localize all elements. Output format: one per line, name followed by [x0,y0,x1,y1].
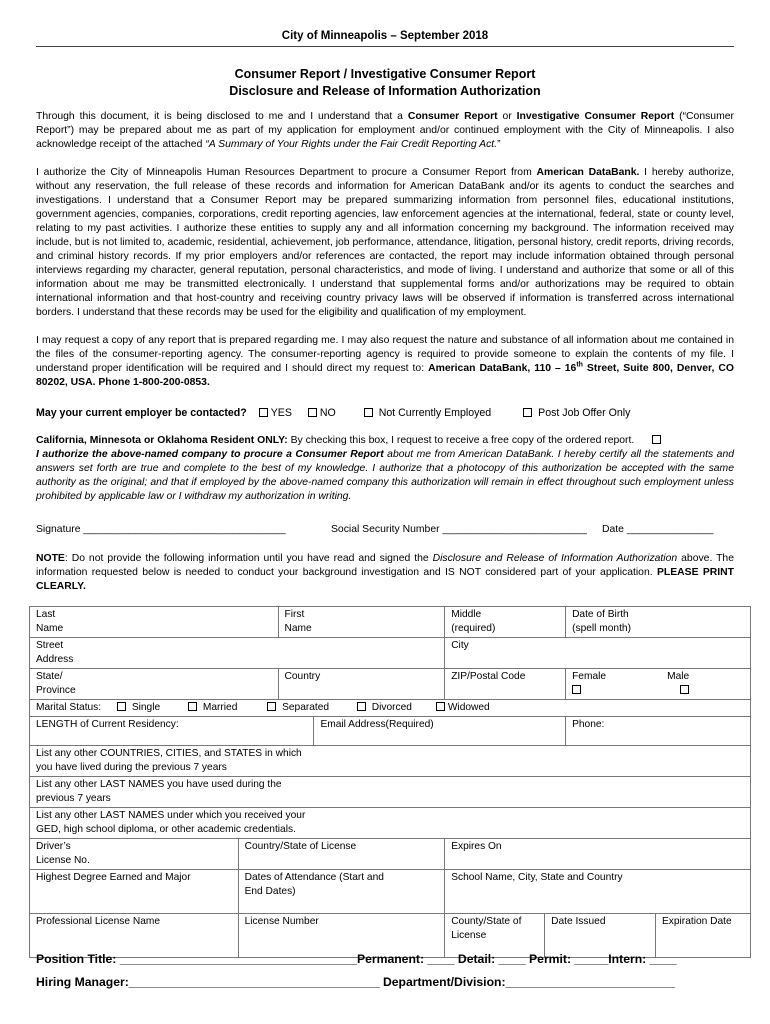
drivers-license-cell[interactable]: Driver’s License No. [30,839,239,870]
single-option[interactable]: Single [114,702,160,713]
p3-text: I may request a copy of any report that is prepared regarding me. I may also request the nature and substance of all information about me contained in the files of the consumer-reporting agency. The consumer-reporting agency is required to provide someone to explain the contents of my file. I understand proper identification will be required and I should direct my request to: [36,335,734,374]
table-row [30,839,751,870]
p2-text: I authorize the City of Minneapolis Human Resources Department to procure a Consumer Report from [36,167,537,178]
gender-cell [566,669,751,700]
header-rule [36,46,734,47]
country-cell[interactable]: Country [278,669,445,700]
attendance-cell[interactable]: Dates of Attendance (Start and End Dates) [238,870,445,914]
p3-address-2: Street, Suite 800, Denver, CO 80202, USA. Phone 1-800-200-0853. [36,363,734,388]
male-checkbox[interactable] [680,685,689,694]
authorization-paragraph [36,166,734,320]
widowed-checkbox[interactable] [436,702,445,711]
marital-status-cell [30,700,751,717]
first-name-cell[interactable]: First Name [278,607,445,638]
last-name-cell[interactable]: Last Name [30,607,279,638]
male-label: Male [667,671,690,682]
table-row [30,914,751,958]
street-cell[interactable]: Street Address [30,638,445,669]
female-checkbox[interactable] [572,685,581,694]
table-row [30,700,751,717]
option-not-employed[interactable]: Not Currently Employed [361,406,491,420]
option-yes[interactable]: YES [256,406,292,420]
resident-text: By checking this box, I request to receive a free copy of the ordered report. [287,435,635,446]
resident-label: California, Minnesota or Oklahoma Resident ONLY: [36,435,288,446]
license-number-cell[interactable]: License Number [238,914,445,958]
credential-names-cell[interactable]: List any other LAST NAMES under which you received your GED, high school diploma, or other academic credentials. [30,808,751,839]
p2-text-2: I hereby authorize, without any reservation, the full release of these records and information for American DataBank and/or its agents to conduct the searches and investigations. I understand that a Consumer Report may be prepared summarizing information from personnel files, educational institutions, government agencies, companies, corporations, credit reporting agencies, law enforcement agencies at the international, federal, state or county level, relating to my past activities. I authorize these entities to supply any and all information concerning my background. The information received may include, but is not limited to, academic, residential, achievement, job performance, attendance, litigation, personal history, credit reports, driving records, and criminal history records. If my prior employers and/or references are contacted, the report may include information obtained through personal interviews regarding my character, general reputation, personal characteristics, and mode of living. I understand and authorize that some or all of this information about me may be transmitted electronically. I understand that supplemental forms and/or authorizations may be required to obtain international information and that host-country and receiving country privacy laws will be observed if information is transferred across international borders. I understand that these records may be used for the eligibility and qualification of my employment. [36,167,734,318]
table-row [30,870,751,914]
document-title [36,66,734,100]
p3-sup: th [576,361,583,369]
email-cell[interactable]: Email Address(Required) [314,717,566,746]
free-copy-checkbox[interactable] [652,435,661,444]
divorced-option[interactable]: Divorced [354,702,412,713]
divorced-checkbox[interactable] [357,702,366,711]
table-row [30,669,751,700]
table-row [30,746,751,777]
school-cell[interactable]: School Name, City, State and Country [445,870,751,914]
license-state-cell[interactable]: Country/State of License [238,839,445,870]
expiration-date-cell[interactable]: Expiration Date [655,914,750,958]
date-field[interactable]: Date _______________ [602,524,714,535]
residency-cell[interactable]: LENGTH of Current Residency: [30,717,314,746]
widowed-option[interactable]: Widowed [433,702,490,713]
female-label: Female [572,671,607,682]
dob-cell[interactable]: Date of Birth (spell month) [566,607,751,638]
date-issued-cell[interactable]: Date Issued [545,914,656,958]
p3-address: American DataBank, 110 – 16 [428,363,577,374]
other-names-cell[interactable]: List any other LAST NAMES you have used during the previous 7 years [30,777,751,808]
signature-field[interactable]: Signature ___________________________________ [36,524,286,535]
title-line-1: Consumer Report / Investigative Consumer Report [234,67,536,81]
resident-copy-paragraph [36,434,734,504]
single-checkbox[interactable] [117,702,126,711]
table-row [30,638,751,669]
p1-italic: “A Summary of Your Rights under the Fair Credit Reporting Act. [205,139,498,150]
ssn-field[interactable]: Social Security Number _________________________ [331,524,587,535]
zip-cell[interactable]: ZIP/Postal Code [445,669,566,700]
note-paragraph: NOTE: Do not provide the following information until you have read and signed the Disclosure and Release of Information Authorization above. The information requested below is needed to conduct your background investigation and IS NOT considered part of your application. PLEASE PRINT CLEARLY. [36,553,734,592]
page-header: City of Minneapolis – September 2018 [281,30,489,42]
checkbox-no[interactable] [308,408,317,417]
table-row [30,607,751,638]
table-row [30,808,751,839]
p2-bold: American DataBank. [536,167,640,178]
p1-bold-1: Consumer Report [407,111,498,122]
certification-text: I authorize the above-named company to procure a Consumer Report about me from American DataBank. I hereby certify all the statements and answers set forth are true and complete to the best of my knowledge. I authorize that a photocopy of this authorization be accepted with the same authority as the original; and that if employed by the above-named company this authorization will remain in effect throughout such employment unless prohibited by applicable law or I withdraw my authorization in writing. [36,449,735,502]
checkbox-post-offer[interactable] [523,408,532,417]
degree-cell[interactable]: Highest Degree Earned and Major [30,870,239,914]
resident-line [36,434,734,448]
p1-text-2: or [497,111,517,122]
employer-question-label: May your current employer be contacted? [36,407,247,419]
marital-label: Marital Status: [36,702,102,713]
separated-checkbox[interactable] [267,702,276,711]
expires-cell[interactable]: Expires On [445,839,751,870]
married-option[interactable]: Married [185,702,237,713]
p1-bold-2: Investigative Consumer Report [516,111,675,122]
p1-text-3: (“Consumer Report”) may be prepared about me as part of my application for employment and/or continued employment with the City of Minneapolis. I also acknowledge receipt of the attached [36,111,734,150]
table-row [30,777,751,808]
middle-name-cell[interactable]: Middle (required) [445,607,566,638]
countries-cell[interactable]: List any other COUNTRIES, CITIES, and STATES in which you have lived during the previous 7 years [30,746,751,777]
city-cell[interactable]: City [445,638,751,669]
table-row [30,717,751,746]
phone-cell[interactable]: Phone: [566,717,751,746]
disclosure-paragraph [36,110,734,152]
title-line-2: Disclosure and Release of Information Authorization [229,84,541,98]
request-copy-paragraph [36,334,734,390]
checkbox-yes[interactable] [259,408,268,417]
married-checkbox[interactable] [188,702,197,711]
checkbox-not-employed[interactable] [364,408,373,417]
option-post-offer[interactable]: Post Job Offer Only [520,406,630,420]
prof-license-cell[interactable]: Professional License Name [30,914,239,958]
position-line[interactable]: Position Title: ___________________________________Permanent: ____ Detail: ____ Permit: _____Intern: ____ [36,952,677,966]
separated-option[interactable]: Separated [264,702,329,713]
option-no[interactable]: NO [305,406,336,420]
state-cell[interactable]: State/ Province [30,669,279,700]
hiring-manager-line[interactable]: Hiring Manager:_____________________________________ Department/Division:_________________________ [36,975,675,989]
p1-text: Through this document, it is being disclosed to me and I understand that a [36,111,408,122]
p1-quote-close: ” [497,139,501,150]
county-state-cell[interactable]: County/State of License [445,914,545,958]
employer-contact-question [36,406,734,420]
background-info-table [29,606,751,958]
